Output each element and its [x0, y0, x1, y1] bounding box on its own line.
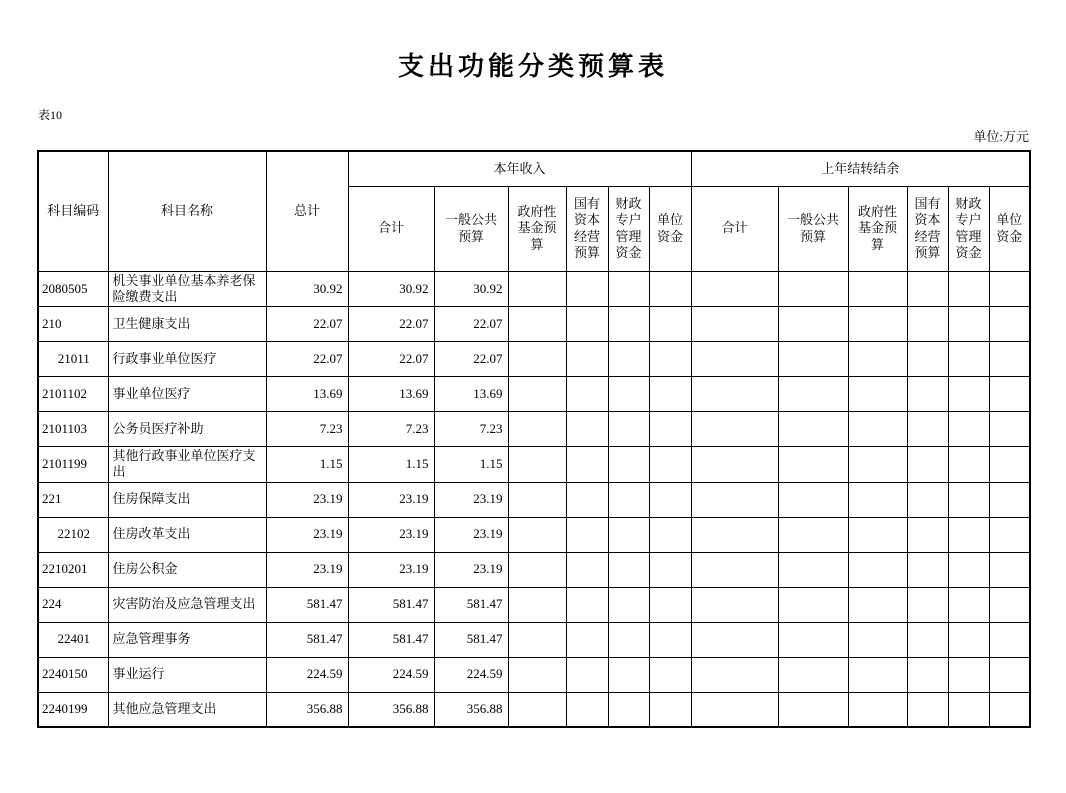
- table-row: [38, 622, 1030, 657]
- cell-amount: 22.07: [348, 342, 434, 377]
- cell-amount: [566, 692, 608, 727]
- cell-amount: 23.19: [348, 517, 434, 552]
- cell-amount: 581.47: [434, 587, 508, 622]
- cell-subject-code: 224: [38, 587, 108, 622]
- cell-amount: [566, 587, 608, 622]
- cell-subject-name: 卫生健康支出: [108, 307, 266, 342]
- cell-amount: [989, 657, 1030, 692]
- cell-amount: [566, 377, 608, 412]
- cell-amount: 224.59: [434, 657, 508, 692]
- cell-amount: 581.47: [434, 622, 508, 657]
- cell-amount: [649, 271, 691, 307]
- cell-amount: [907, 692, 948, 727]
- cell-subject-name: 行政事业单位医疗: [108, 342, 266, 377]
- cell-amount: [989, 482, 1030, 517]
- cell-subject-code: 21011: [38, 342, 108, 377]
- cell-amount: 356.88: [434, 692, 508, 727]
- cell-amount: 30.92: [434, 271, 508, 307]
- cell-amount: [566, 622, 608, 657]
- cell-amount: [848, 377, 907, 412]
- cell-amount: 30.92: [348, 271, 434, 307]
- table-row: [38, 517, 1030, 552]
- cell-amount: [948, 412, 989, 447]
- cell-amount: [608, 377, 649, 412]
- cell-amount: [948, 342, 989, 377]
- cell-amount: [608, 517, 649, 552]
- budget-table: [37, 150, 1031, 728]
- cell-amount: [989, 517, 1030, 552]
- cell-amount: [566, 657, 608, 692]
- cell-amount: [691, 692, 778, 727]
- cell-amount: [778, 412, 848, 447]
- cell-amount: [566, 482, 608, 517]
- cell-amount: [907, 377, 948, 412]
- cell-amount: [948, 377, 989, 412]
- cell-amount: [649, 482, 691, 517]
- cell-amount: [691, 377, 778, 412]
- cell-amount: [848, 587, 907, 622]
- cell-amount: [649, 447, 691, 483]
- cell-amount: [778, 517, 848, 552]
- cell-amount: [948, 482, 989, 517]
- cell-amount: [649, 587, 691, 622]
- cell-amount: [691, 517, 778, 552]
- cell-subject-code: 2240199: [38, 692, 108, 727]
- cell-amount: [778, 587, 848, 622]
- cell-subject-code: 2080505: [38, 271, 108, 307]
- header-carryover-government-fund-budget: 政府性基金预算: [848, 186, 907, 271]
- header-name: 科目名称: [108, 151, 266, 271]
- cell-amount: [989, 307, 1030, 342]
- cell-amount: [948, 587, 989, 622]
- cell-amount: [566, 412, 608, 447]
- cell-amount: [778, 657, 848, 692]
- cell-amount: [948, 657, 989, 692]
- cell-amount: 581.47: [348, 587, 434, 622]
- cell-amount: [907, 517, 948, 552]
- cell-amount: [948, 552, 989, 587]
- cell-amount: [649, 657, 691, 692]
- cell-amount: 22.07: [434, 307, 508, 342]
- cell-amount: [608, 482, 649, 517]
- cell-amount: [608, 692, 649, 727]
- cell-amount: [566, 552, 608, 587]
- cell-amount: [848, 271, 907, 307]
- cell-amount: [566, 447, 608, 483]
- header-row-groups: [38, 151, 1030, 186]
- cell-amount: [848, 517, 907, 552]
- cell-amount: [848, 622, 907, 657]
- cell-amount: [948, 622, 989, 657]
- cell-amount: [508, 307, 566, 342]
- cell-amount: 224.59: [348, 657, 434, 692]
- cell-amount: [778, 692, 848, 727]
- cell-amount: [848, 692, 907, 727]
- cell-amount: [778, 307, 848, 342]
- cell-amount: [989, 447, 1030, 483]
- header-carryover-general-public-budget: 一般公共预算: [778, 186, 848, 271]
- cell-amount: 23.19: [348, 552, 434, 587]
- cell-amount: 581.47: [266, 587, 348, 622]
- cell-amount: [566, 517, 608, 552]
- cell-amount: [778, 447, 848, 483]
- cell-subject-name: 事业运行: [108, 657, 266, 692]
- cell-amount: [608, 412, 649, 447]
- cell-subject-name: 事业单位医疗: [108, 377, 266, 412]
- table-row: [38, 657, 1030, 692]
- cell-amount: [778, 377, 848, 412]
- header-code: 科目编码: [38, 151, 108, 271]
- cell-amount: 30.92: [266, 271, 348, 307]
- cell-amount: [948, 447, 989, 483]
- cell-subject-name: 机关事业单位基本养老保险缴费支出: [108, 271, 266, 307]
- header-carryover-sum: 合计: [691, 186, 778, 271]
- cell-amount: [989, 271, 1030, 307]
- cell-amount: [691, 482, 778, 517]
- cell-amount: [691, 342, 778, 377]
- cell-amount: 13.69: [348, 377, 434, 412]
- cell-amount: [608, 342, 649, 377]
- cell-amount: [508, 342, 566, 377]
- cell-amount: [778, 271, 848, 307]
- cell-amount: [848, 307, 907, 342]
- header-carryover-state-capital-budget: 国有资本经营预算: [907, 186, 948, 271]
- header-group-current-year-income: 本年收入: [348, 151, 691, 186]
- cell-amount: [649, 307, 691, 342]
- cell-subject-name: 住房改革支出: [108, 517, 266, 552]
- cell-amount: [948, 692, 989, 727]
- table-row: [38, 482, 1030, 517]
- cell-amount: [989, 622, 1030, 657]
- cell-amount: [907, 271, 948, 307]
- header-carryover-special-account-funds: 财政专户管理资金: [948, 186, 989, 271]
- table-row: [38, 587, 1030, 622]
- cell-amount: 22.07: [266, 342, 348, 377]
- cell-amount: [691, 307, 778, 342]
- cell-amount: [608, 657, 649, 692]
- cell-amount: [608, 271, 649, 307]
- header-current-general-public-budget: 一般公共预算: [434, 186, 508, 271]
- cell-amount: [649, 342, 691, 377]
- cell-amount: [848, 412, 907, 447]
- cell-subject-code: 2101199: [38, 447, 108, 483]
- table-row: [38, 412, 1030, 447]
- cell-amount: 22.07: [348, 307, 434, 342]
- cell-amount: [566, 271, 608, 307]
- table-number-label: 表10: [38, 108, 63, 122]
- cell-amount: [649, 552, 691, 587]
- cell-amount: [691, 552, 778, 587]
- cell-amount: [608, 552, 649, 587]
- header-current-unit-funds: 单位资金: [649, 186, 691, 271]
- table-row: [38, 447, 1030, 483]
- header-current-sum: 合计: [348, 186, 434, 271]
- cell-amount: [508, 587, 566, 622]
- cell-amount: [778, 482, 848, 517]
- cell-subject-code: 22401: [38, 622, 108, 657]
- cell-subject-name: 灾害防治及应急管理支出: [108, 587, 266, 622]
- cell-subject-name: 其他应急管理支出: [108, 692, 266, 727]
- cell-amount: 1.15: [266, 447, 348, 483]
- cell-amount: [691, 412, 778, 447]
- cell-amount: [948, 517, 989, 552]
- cell-amount: [907, 307, 948, 342]
- cell-subject-code: 221: [38, 482, 108, 517]
- cell-subject-code: 2101102: [38, 377, 108, 412]
- header-carryover-unit-funds: 单位资金: [989, 186, 1030, 271]
- cell-amount: [691, 271, 778, 307]
- header-current-special-account-funds: 财政专户管理资金: [608, 186, 649, 271]
- cell-amount: [848, 342, 907, 377]
- table-row: [38, 552, 1030, 587]
- page-title: 支出功能分类预算表: [397, 51, 668, 81]
- cell-amount: [608, 622, 649, 657]
- cell-subject-name: 住房保障支出: [108, 482, 266, 517]
- cell-amount: [608, 307, 649, 342]
- cell-amount: [778, 552, 848, 587]
- cell-amount: 22.07: [434, 342, 508, 377]
- cell-amount: 581.47: [348, 622, 434, 657]
- cell-amount: [907, 342, 948, 377]
- cell-amount: [907, 412, 948, 447]
- cell-amount: 7.23: [348, 412, 434, 447]
- cell-amount: [989, 412, 1030, 447]
- cell-amount: [508, 692, 566, 727]
- cell-amount: [848, 552, 907, 587]
- cell-amount: [508, 552, 566, 587]
- cell-subject-code: 2101103: [38, 412, 108, 447]
- cell-subject-name: 住房公积金: [108, 552, 266, 587]
- cell-amount: [566, 342, 608, 377]
- cell-amount: [989, 552, 1030, 587]
- cell-amount: 23.19: [266, 482, 348, 517]
- cell-amount: [508, 412, 566, 447]
- cell-amount: 356.88: [266, 692, 348, 727]
- unit-label: 单位:万元: [973, 129, 1029, 144]
- cell-amount: [649, 692, 691, 727]
- cell-amount: [508, 622, 566, 657]
- cell-amount: [649, 377, 691, 412]
- cell-amount: 356.88: [348, 692, 434, 727]
- cell-amount: 23.19: [434, 552, 508, 587]
- cell-amount: [848, 482, 907, 517]
- cell-amount: [508, 447, 566, 483]
- cell-amount: [989, 692, 1030, 727]
- cell-amount: [907, 587, 948, 622]
- cell-amount: 13.69: [434, 377, 508, 412]
- cell-amount: [778, 622, 848, 657]
- cell-subject-name: 应急管理事务: [108, 622, 266, 657]
- cell-amount: [508, 377, 566, 412]
- cell-subject-name: 公务员医疗补助: [108, 412, 266, 447]
- cell-subject-code: 2240150: [38, 657, 108, 692]
- cell-amount: [691, 622, 778, 657]
- cell-amount: 1.15: [348, 447, 434, 483]
- cell-amount: 22.07: [266, 307, 348, 342]
- cell-amount: [848, 657, 907, 692]
- cell-amount: 224.59: [266, 657, 348, 692]
- header-current-government-fund-budget: 政府性基金预算: [508, 186, 566, 271]
- header-total: 总计: [266, 151, 348, 271]
- cell-amount: [989, 342, 1030, 377]
- cell-amount: 23.19: [434, 517, 508, 552]
- cell-amount: [948, 271, 989, 307]
- cell-amount: 23.19: [266, 517, 348, 552]
- cell-amount: [508, 517, 566, 552]
- table-row: [38, 342, 1030, 377]
- cell-amount: [508, 271, 566, 307]
- cell-amount: [649, 622, 691, 657]
- table-row: [38, 692, 1030, 727]
- cell-amount: 23.19: [266, 552, 348, 587]
- cell-amount: [608, 587, 649, 622]
- cell-amount: 581.47: [266, 622, 348, 657]
- table-row: [38, 271, 1030, 307]
- cell-amount: [907, 552, 948, 587]
- table-row: [38, 377, 1030, 412]
- cell-amount: [907, 482, 948, 517]
- cell-subject-code: 2210201: [38, 552, 108, 587]
- cell-amount: [989, 377, 1030, 412]
- cell-amount: [907, 657, 948, 692]
- cell-amount: [948, 307, 989, 342]
- cell-amount: [907, 447, 948, 483]
- cell-subject-code: 22102: [38, 517, 108, 552]
- cell-amount: [649, 517, 691, 552]
- cell-amount: [608, 447, 649, 483]
- cell-amount: [649, 412, 691, 447]
- cell-amount: [848, 447, 907, 483]
- cell-subject-code: 210: [38, 307, 108, 342]
- cell-amount: [508, 482, 566, 517]
- cell-amount: 23.19: [434, 482, 508, 517]
- cell-amount: [989, 587, 1030, 622]
- cell-subject-name: 其他行政事业单位医疗支出: [108, 447, 266, 483]
- cell-amount: 7.23: [434, 412, 508, 447]
- cell-amount: [566, 307, 608, 342]
- cell-amount: 13.69: [266, 377, 348, 412]
- cell-amount: 1.15: [434, 447, 508, 483]
- cell-amount: 23.19: [348, 482, 434, 517]
- cell-amount: [907, 622, 948, 657]
- cell-amount: 7.23: [266, 412, 348, 447]
- cell-amount: [691, 657, 778, 692]
- cell-amount: [508, 657, 566, 692]
- cell-amount: [691, 587, 778, 622]
- table-row: [38, 307, 1030, 342]
- header-current-state-capital-budget: 国有资本经营预算: [566, 186, 608, 271]
- cell-amount: [778, 342, 848, 377]
- cell-amount: [691, 447, 778, 483]
- header-group-carryover: 上年结转结余: [691, 151, 1030, 186]
